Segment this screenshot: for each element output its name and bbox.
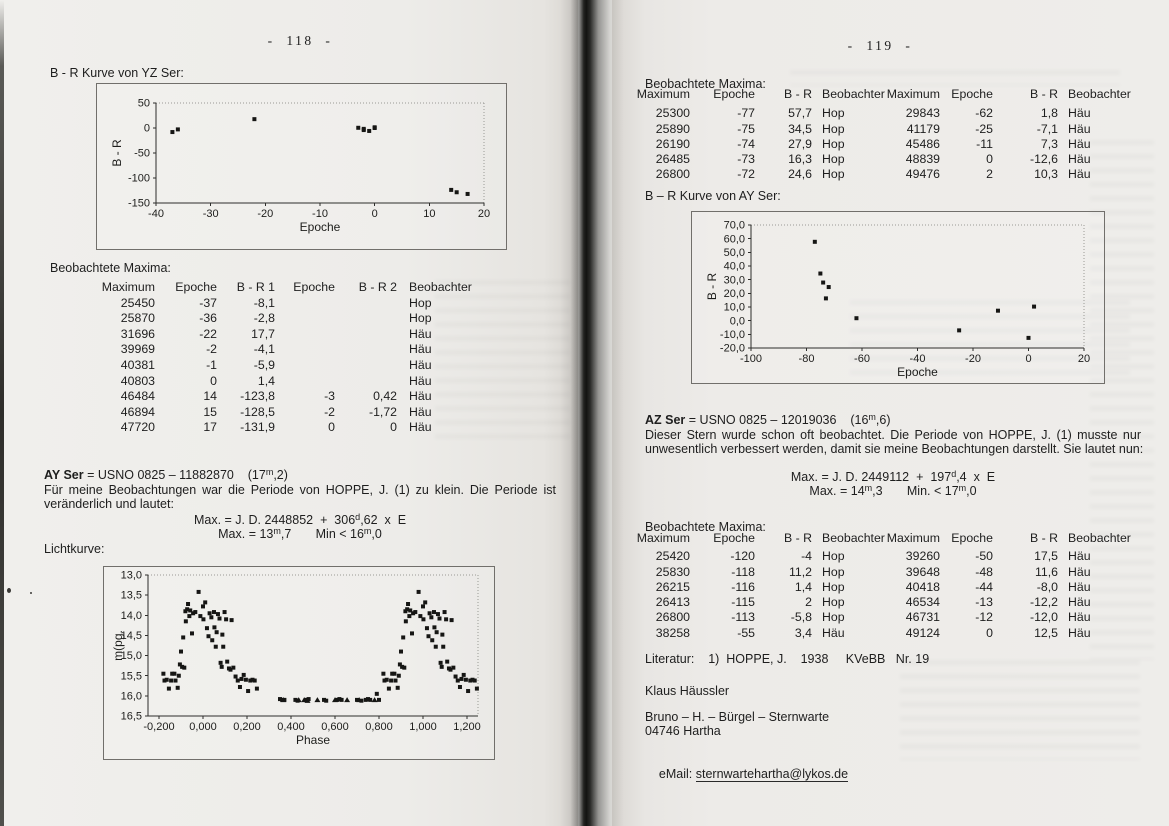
table-cell: 46484 (120, 389, 155, 404)
column-header: B - R (1029, 531, 1058, 545)
column-header: Epoche (951, 531, 993, 545)
table-cell: -123,8 (240, 389, 275, 404)
table-cell: 0 (328, 420, 335, 435)
column-header: Epoche (175, 280, 217, 294)
column-header: Maximum (636, 531, 690, 545)
table-cell: 39260 (905, 549, 940, 564)
observed-maxima-table-yz (40, 280, 492, 436)
table-cell: Hop (822, 579, 845, 594)
table-cell: 25890 (655, 121, 690, 136)
table-cell: 15 (203, 404, 217, 419)
table-cell: 24,6 (788, 167, 812, 182)
literatur-reference: Literatur: 1) HOPPE, J. 1938 KVeBB Nr. 19 (645, 652, 930, 666)
table-cell: Hop (822, 610, 845, 625)
svg-text:20: 20 (1077, 353, 1091, 365)
maxima-heading: Beobachtete Maxima: (645, 520, 766, 534)
observatory-postal: 04746 Hartha (645, 724, 721, 738)
svg-text:-100: -100 (739, 353, 763, 365)
table-cell: 38258 (655, 625, 690, 640)
table-cell: 40803 (120, 373, 155, 388)
email-label: eMail: (658, 767, 696, 781)
table-cell: -2 (206, 342, 217, 357)
table-cell: Häu (409, 373, 432, 388)
table-cell: 49476 (905, 167, 940, 182)
svg-text:Phase: Phase (295, 733, 331, 747)
table-cell: 26215 (655, 579, 690, 594)
table-cell: -131,9 (240, 420, 275, 435)
table-cell: -37 (199, 295, 217, 310)
table-cell: Häu (1068, 610, 1091, 625)
table-cell (335, 327, 397, 343)
table-cell: Häu (822, 625, 845, 640)
table-cell: -77 (737, 106, 755, 121)
maxima-heading: Beobachtete Maxima: (645, 77, 766, 91)
table-cell: -115 (731, 595, 755, 610)
column-header: Epoche (713, 531, 755, 545)
table-cell: 57,7 (788, 106, 812, 121)
table-cell: 2 (805, 595, 812, 610)
table-cell: Hop (822, 595, 845, 610)
column-header: B - R (1029, 87, 1058, 101)
svg-text:20,0: 20,0 (723, 287, 745, 300)
svg-text:30,0: 30,0 (723, 274, 745, 287)
magnitude-range: Max. = $14^m,3$ Min. < $17^m,0$ (809, 482, 977, 498)
body-text-line: Dieser Stern wurde schon oft beobachtet. Die Periode von HOPPE, J. (1) musste nur (645, 428, 1141, 442)
table-cell: 3,4 (794, 625, 812, 640)
table-cell: Hop (822, 549, 845, 564)
chart-canvas (692, 212, 1104, 383)
table-cell: -12,2 (1029, 595, 1058, 610)
table-cell: 1,4 (257, 373, 275, 388)
table-cell: Hop (822, 564, 845, 579)
star-designation-heading: AY Ser = USNO 0825 – 11882870 (17$^m$,2) (44, 466, 288, 482)
table-cell: 49124 (905, 625, 940, 640)
table-cell (335, 342, 397, 358)
table-cell: -118 (731, 564, 755, 579)
table-cell: 47720 (120, 420, 155, 435)
table-cell: -11 (976, 136, 993, 151)
table-cell: Häu (1068, 564, 1091, 579)
svg-text:0: 0 (371, 208, 378, 220)
table-cell (275, 374, 335, 390)
table-cell: 0 (390, 420, 397, 435)
table-cell: -48 (975, 564, 993, 579)
email-line (645, 752, 848, 797)
dust-speck (30, 592, 32, 594)
svg-text:-40: -40 (148, 208, 164, 220)
table-cell: 27,9 (788, 136, 812, 151)
table-cell: -75 (737, 121, 755, 136)
table-cell: -25 (975, 121, 993, 136)
column-header: B - R 1 (236, 280, 275, 294)
svg-text:B - R: B - R (110, 139, 124, 167)
period-formula: Max. = J. D. 2448852 + 306$^d$,62 x E (193, 511, 407, 527)
table-cell: Häu (409, 342, 432, 357)
table-cell: 46534 (905, 595, 940, 610)
table-cell: Häu (1068, 136, 1091, 151)
table-cell (335, 296, 397, 312)
table-cell: 40418 (905, 579, 940, 594)
table-cell: -128,5 (240, 404, 275, 419)
table-cell: -5,9 (253, 357, 275, 372)
svg-text:1,200: 1,200 (453, 721, 481, 733)
magnitude-range: Max. = $13^m,7$ Min < $16^m,0$ (218, 525, 382, 541)
author-name: Klaus Häussler (645, 684, 730, 698)
body-text-line: unwesentlich verbessert werden, damit sie meine Beobachtungen darstellt. Sie lautet nun: (645, 442, 1144, 456)
page-number: - 118 - (267, 33, 333, 48)
svg-text:14,0: 14,0 (120, 609, 142, 622)
table-cell: 2 (986, 167, 993, 182)
table-cell: 34,5 (788, 121, 812, 136)
table-cell: 25300 (655, 106, 690, 121)
table-cell: Häu (1068, 579, 1091, 594)
svg-text:10,0: 10,0 (723, 301, 745, 314)
table-cell: 40381 (120, 357, 155, 372)
table-cell: Hop (822, 136, 845, 151)
table-cell: 1,4 (794, 579, 812, 594)
table-cell: 25420 (655, 549, 690, 564)
table-cell: -3 (324, 389, 335, 404)
table-cell (275, 358, 335, 374)
table-cell: Häu (409, 404, 432, 419)
yz-ser-br-chart (96, 83, 507, 250)
svg-text:0,600: 0,600 (321, 721, 349, 733)
table-cell: 45486 (905, 136, 940, 151)
svg-text:15,5: 15,5 (120, 670, 142, 683)
table-cell: Häu (1068, 595, 1091, 610)
svg-text:60,0: 60,0 (723, 233, 745, 246)
svg-text:16,0: 16,0 (120, 690, 142, 703)
table-cell: -113 (731, 610, 755, 625)
table-cell: Häu (1068, 167, 1091, 182)
svg-text:-30: -30 (202, 208, 219, 220)
svg-text:-10: -10 (312, 208, 328, 220)
svg-text:-50: -50 (134, 147, 150, 160)
table-cell: 25830 (655, 564, 690, 579)
column-header: Maximum (886, 531, 940, 545)
svg-text:B - R: B - R (705, 272, 719, 301)
period-formula: Max. = J. D. 2449112 + 197$^d$,4 x E (790, 468, 996, 484)
table-cell: 46731 (905, 610, 940, 625)
table-cell: 41179 (906, 121, 940, 136)
table-cell: 7,3 (1040, 136, 1058, 151)
column-header: Maximum (636, 87, 690, 101)
table-cell: -22 (199, 326, 217, 341)
table-cell: 39969 (120, 342, 155, 357)
table-cell: 26413 (655, 595, 690, 610)
svg-text:0,000: 0,000 (189, 721, 217, 733)
table-cell: -12,0 (1029, 610, 1058, 625)
svg-text:-10,0: -10,0 (719, 328, 745, 341)
svg-text:-100: -100 (127, 172, 150, 185)
table-cell: 26485 (655, 152, 690, 167)
table-cell: -1 (206, 357, 217, 372)
table-cell: -8,0 (1036, 579, 1058, 594)
maxima-heading: Beobachtete Maxima: (50, 261, 171, 275)
table-cell: -2,8 (253, 311, 275, 326)
column-header: B - R (783, 531, 812, 545)
table-cell (275, 311, 335, 327)
chart-canvas (97, 84, 506, 249)
table-cell: Häu (409, 420, 432, 435)
column-header: Epoche (293, 280, 335, 294)
table-cell: Hop (822, 152, 845, 167)
table-cell: 17,5 (1034, 549, 1058, 564)
svg-text:13,0: 13,0 (120, 569, 142, 582)
svg-text:50: 50 (137, 97, 150, 110)
table-cell: Hop (409, 295, 432, 310)
table-cell: 1,8 (1040, 106, 1058, 121)
table-cell: 17,7 (251, 326, 275, 341)
column-header: B - R (783, 87, 812, 101)
observed-maxima-table-az (600, 531, 1131, 641)
page-number: - 119 - (847, 38, 913, 53)
table-cell (275, 296, 335, 312)
column-header: Beobachter (822, 531, 885, 545)
ay-ser-lightcurve-chart (103, 566, 495, 760)
table-cell: -4,1 (253, 342, 275, 357)
table-cell: Häu (1068, 549, 1091, 564)
table-cell: -7,1 (1036, 121, 1058, 136)
table-cell: Häu (409, 326, 432, 341)
column-header: B - R 2 (358, 280, 397, 294)
table-cell: -13 (975, 595, 993, 610)
dust-speck (7, 588, 11, 593)
table-cell: -1,72 (368, 404, 397, 419)
column-header: Maximum (101, 280, 155, 294)
svg-text:50,0: 50,0 (723, 246, 745, 259)
svg-text:15,0: 15,0 (120, 650, 142, 663)
chart-canvas (104, 567, 494, 759)
table-cell: -55 (737, 625, 755, 640)
table-cell: Häu (409, 357, 432, 372)
table-cell: -2 (324, 404, 335, 419)
table-cell: -8,1 (253, 295, 275, 310)
table-cell: 16,3 (788, 152, 812, 167)
table-cell: -73 (737, 152, 755, 167)
svg-text:1,000: 1,000 (409, 721, 437, 733)
table-cell: 31696 (120, 326, 155, 341)
table-cell (335, 358, 397, 374)
svg-text:-0,200: -0,200 (143, 721, 175, 733)
table-cell (335, 374, 397, 390)
column-header: Epoche (951, 87, 993, 101)
svg-text:-20: -20 (965, 353, 981, 365)
table-cell: -12,6 (1029, 152, 1058, 167)
star-designation-heading: AZ Ser = USNO 0825 – 12019036 (16$^m$,6) (645, 411, 891, 427)
lightcurve-label: Lichtkurve: (44, 542, 105, 556)
column-header: Maximum (886, 87, 940, 101)
table-cell: -62 (975, 106, 993, 121)
table-cell: -4 (801, 549, 812, 564)
table-cell: 11,2 (788, 564, 812, 579)
table-cell: 0 (986, 625, 993, 640)
table-cell: Häu (409, 389, 432, 404)
email-address-link[interactable]: sternwartehartha@lykos.de (695, 767, 849, 781)
table-cell: Häu (1068, 106, 1091, 121)
table-cell: 0,42 (373, 389, 397, 404)
column-header: Beobachter (409, 280, 472, 294)
svg-text:0,0: 0,0 (729, 315, 745, 328)
svg-text:Epoche: Epoche (897, 365, 938, 379)
table-cell: Hop (409, 311, 432, 326)
table-cell: -116 (731, 579, 755, 594)
table-cell: Hop (822, 121, 845, 136)
column-header: Beobachter (1068, 531, 1131, 545)
table-cell: -50 (975, 549, 993, 564)
table-cell: 26800 (655, 167, 690, 182)
table-cell: -12 (975, 610, 993, 625)
table-cell: Hop (822, 167, 845, 182)
svg-text:16,5: 16,5 (120, 710, 142, 723)
table-cell: 46894 (120, 404, 155, 419)
svg-text:-80: -80 (798, 353, 815, 365)
table-cell (275, 342, 335, 358)
table-cell: 25450 (120, 295, 155, 310)
svg-text:0,800: 0,800 (365, 721, 393, 733)
table-cell: 14 (203, 389, 217, 404)
table-cell: -120 (730, 549, 755, 564)
table-cell: 12,5 (1034, 625, 1058, 640)
section-heading-yz-ser-curve: B - R Kurve von YZ Ser: (50, 66, 184, 80)
table-cell: 39648 (905, 564, 940, 579)
table-cell: -36 (199, 311, 217, 326)
table-cell: 25870 (120, 311, 155, 326)
table-cell: 0 (986, 152, 993, 167)
observatory-address: Bruno – H. – Bürgel – Sternwarte (645, 710, 830, 724)
svg-text:0,400: 0,400 (277, 721, 305, 733)
svg-text:14,5: 14,5 (120, 630, 142, 643)
ay-ser-br-chart (691, 211, 1105, 384)
column-header: Epoche (713, 87, 755, 101)
column-header: Beobachter (822, 87, 885, 101)
table-cell: Hop (822, 106, 845, 121)
table-cell: -72 (737, 167, 755, 182)
table-cell: 17 (203, 420, 217, 435)
svg-text:0: 0 (1025, 353, 1032, 365)
table-cell: -5,8 (790, 610, 812, 625)
table-cell: 26800 (655, 610, 690, 625)
svg-text:13,5: 13,5 (120, 589, 142, 602)
table-cell (275, 327, 335, 343)
table-cell: -44 (975, 579, 993, 594)
svg-text:m(pg.: m(pg. (111, 630, 125, 661)
table-cell: 11,6 (1034, 564, 1058, 579)
svg-text:0: 0 (143, 122, 150, 135)
observed-maxima-table-ay (600, 87, 1131, 183)
svg-text:-150: -150 (127, 197, 150, 210)
body-text-line: Für meine Beobachtungen war die Periode von HOPPE, J. (1) zu klein. Die Periode ist (44, 483, 556, 497)
table-cell (335, 311, 397, 327)
table-cell: -74 (737, 136, 755, 151)
svg-text:-20,0: -20,0 (719, 342, 745, 355)
table-cell: 29843 (905, 106, 940, 121)
scan-edge (0, 0, 4, 826)
svg-text:70,0: 70,0 (723, 219, 745, 232)
table-cell: Häu (1068, 121, 1091, 136)
svg-text:-20: -20 (257, 208, 274, 220)
svg-text:-40: -40 (909, 353, 926, 365)
table-cell: 48839 (905, 152, 940, 167)
svg-text:0,200: 0,200 (233, 721, 261, 733)
svg-text:40,0: 40,0 (723, 260, 745, 273)
table-cell: 10,3 (1034, 167, 1058, 182)
section-heading-ay-ser-curve: B – R Kurve von AY Ser: (645, 189, 781, 203)
body-text-line: veränderlich und lautet: (44, 497, 174, 511)
svg-text:20: 20 (477, 208, 491, 220)
svg-text:10: 10 (423, 208, 436, 220)
table-cell: Häu (1068, 152, 1091, 167)
table-cell: Häu (1068, 625, 1091, 640)
svg-text:-60: -60 (854, 353, 870, 365)
svg-text:Epoche: Epoche (299, 220, 341, 234)
column-header: Beobachter (1068, 87, 1131, 101)
table-cell: 26190 (655, 136, 690, 151)
table-cell: 0 (210, 373, 217, 388)
